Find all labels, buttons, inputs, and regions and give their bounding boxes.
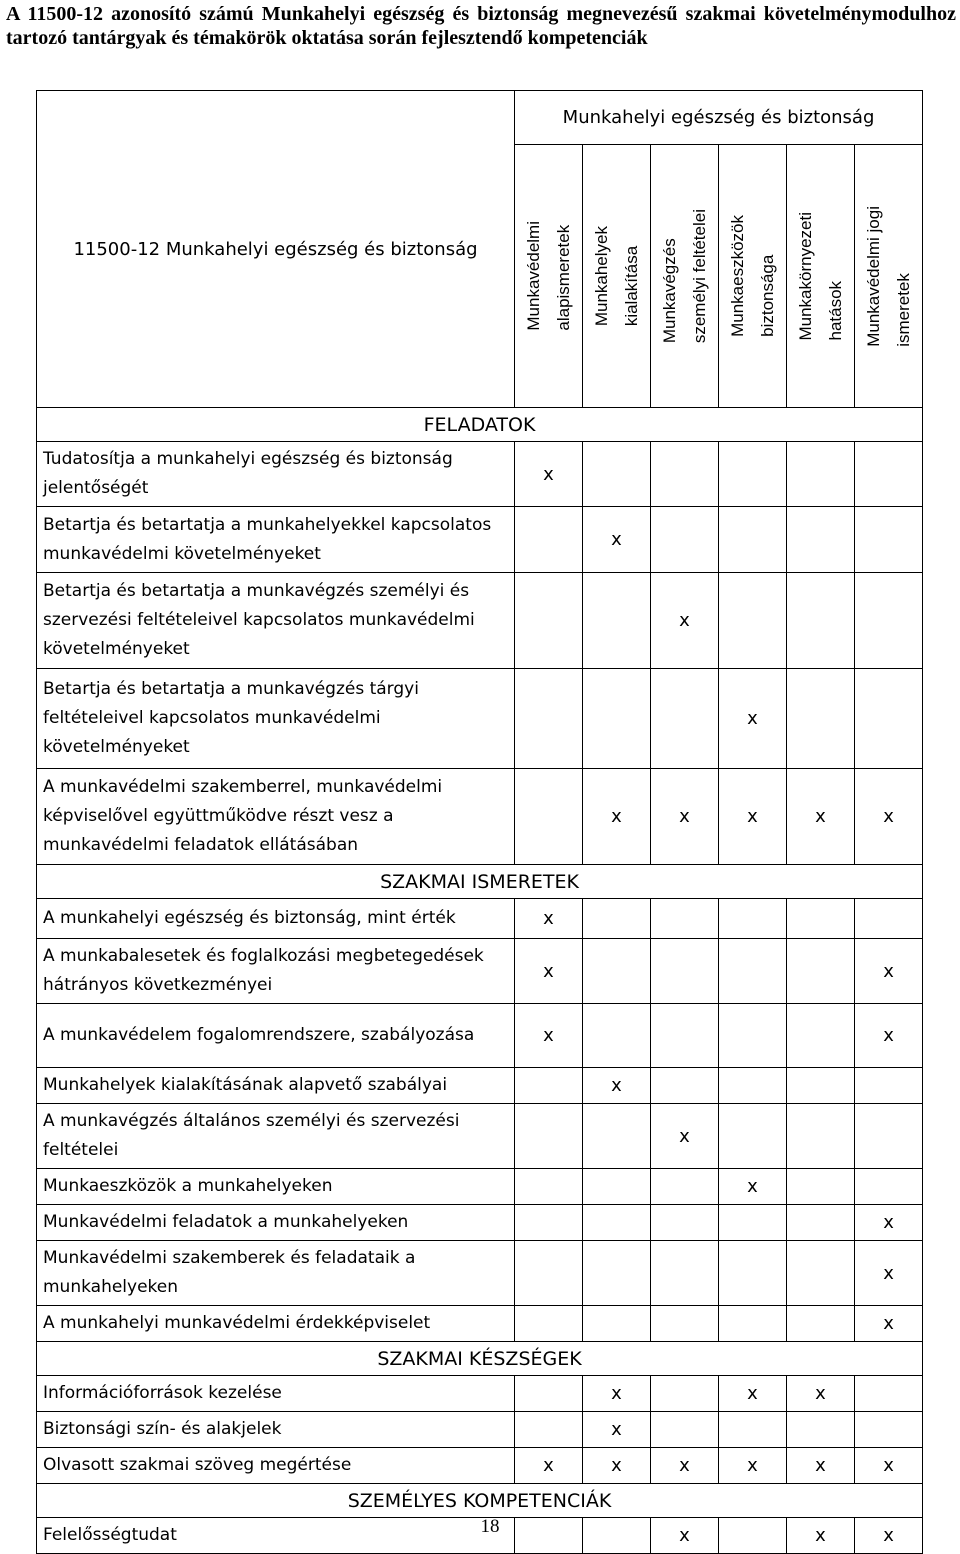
row-label: Olvasott szakmai szöveg megértése [37, 1448, 515, 1484]
section-header-row [37, 408, 923, 442]
mark-cell [651, 1205, 719, 1241]
table-row [37, 1068, 923, 1104]
mark-cell [719, 1518, 787, 1554]
row-label: A munkavégzés általános személyi és szervezési feltételei [37, 1104, 515, 1169]
column-header-label: Munkaeszközök biztonsága [727, 215, 777, 337]
mark-cell [515, 573, 583, 669]
mark-cell [515, 1518, 583, 1554]
table-row [37, 1241, 923, 1306]
mark-cell: x [651, 769, 719, 865]
table-row [37, 442, 923, 507]
mark-cell [719, 442, 787, 507]
mark-cell: x [651, 573, 719, 669]
row-label: A munkahelyi egészség és biztonság, mint érték [37, 899, 515, 939]
column-header-label: Munkavégzés személyi feltételei [659, 208, 709, 344]
mark-cell [719, 1068, 787, 1104]
table-row [37, 899, 923, 939]
mark-cell [719, 1306, 787, 1342]
mark-cell: x [583, 507, 651, 573]
mark-cell [583, 573, 651, 669]
mark-cell [515, 1205, 583, 1241]
table-row [37, 1004, 923, 1068]
mark-cell [515, 507, 583, 573]
row-label: Betartja és betartatja a munkavégzés személyi és szervezési feltételeivel kapcsolatos munkavédelmi követelményeket [37, 573, 515, 669]
mark-cell [583, 939, 651, 1004]
mark-cell [583, 1306, 651, 1342]
column-header-label: Munkavédelmi alapismeretek [523, 221, 573, 331]
mark-cell [787, 1169, 855, 1205]
mark-cell [651, 1169, 719, 1205]
mark-cell [583, 1004, 651, 1068]
mark-cell [651, 507, 719, 573]
table-row [37, 507, 923, 573]
section-title: FELADATOK [37, 408, 923, 442]
mark-cell: x [855, 1241, 923, 1306]
column-header-label: Munkakörnyezeti hatások [795, 211, 845, 341]
mark-cell [515, 1068, 583, 1104]
mark-cell [651, 1376, 719, 1412]
mark-cell: x [719, 1376, 787, 1412]
section-title: SZAKMAI ISMERETEK [37, 865, 923, 899]
super-header [515, 91, 923, 145]
table-row [37, 1169, 923, 1205]
mark-cell [787, 1241, 855, 1306]
mark-cell: x [515, 1004, 583, 1068]
document-heading: A 11500-12 azonosító számú Munkahelyi egészség és biztonság megnevezésű szakmai követelménymodulhoz tartozó tantárgyak és témakörök oktatása során fejlesztendő kompetenciák [6, 3, 956, 49]
mark-cell: x [583, 1376, 651, 1412]
section-title: SZEMÉLYES KOMPETENCIÁK [37, 1484, 923, 1518]
mark-cell: x [787, 1518, 855, 1554]
mark-cell [855, 669, 923, 769]
row-label: Betartja és betartatja a munkahelyekkel kapcsolatos munkavédelmi követelményeket [37, 507, 515, 573]
mark-cell [855, 442, 923, 507]
mark-cell [583, 1518, 651, 1554]
mark-cell [651, 1068, 719, 1104]
competency-matrix [36, 90, 923, 1554]
mark-cell [515, 1376, 583, 1412]
row-label: Információforrások kezelése [37, 1376, 515, 1412]
row-label: Felelősségtudat [37, 1518, 515, 1554]
module-label-cell [37, 91, 515, 408]
mark-cell [515, 1169, 583, 1205]
mark-cell [515, 1412, 583, 1448]
mark-cell [719, 573, 787, 669]
table-row [37, 769, 923, 865]
mark-cell [583, 1241, 651, 1306]
super-header-label: Munkahelyi egészség és biztonság [562, 107, 875, 128]
mark-cell [651, 1004, 719, 1068]
mark-cell: x [651, 1518, 719, 1554]
mark-cell [719, 1004, 787, 1068]
table-row [37, 1376, 923, 1412]
mark-cell [787, 1412, 855, 1448]
mark-cell: x [855, 1205, 923, 1241]
section-header-row [37, 865, 923, 899]
mark-cell [719, 1241, 787, 1306]
section-header-row [37, 1484, 923, 1518]
column-header [583, 145, 651, 408]
mark-cell [583, 442, 651, 507]
mark-cell [651, 899, 719, 939]
row-label: A munkabalesetek és foglalkozási megbetegedések hátrányos következményei [37, 939, 515, 1004]
table-row [37, 1205, 923, 1241]
mark-cell [583, 1104, 651, 1169]
mark-cell [855, 1169, 923, 1205]
mark-cell [515, 1306, 583, 1342]
mark-cell [651, 1412, 719, 1448]
mark-cell: x [719, 769, 787, 865]
mark-cell [787, 939, 855, 1004]
column-header [855, 145, 923, 408]
mark-cell: x [787, 769, 855, 865]
table-row [37, 1306, 923, 1342]
row-label: Biztonsági szín- és alakjelek [37, 1412, 515, 1448]
mark-cell [855, 1412, 923, 1448]
mark-cell [855, 899, 923, 939]
row-label: A munkavédelmi szakemberrel, munkavédelmi képviselővel együttműködve részt vesz a munkavédelmi feladatok ellátásában [37, 769, 515, 865]
table-row [37, 669, 923, 769]
table-row [37, 939, 923, 1004]
mark-cell [651, 442, 719, 507]
mark-cell: x [583, 1448, 651, 1484]
mark-cell: x [855, 769, 923, 865]
mark-cell [651, 1241, 719, 1306]
mark-cell [583, 1169, 651, 1205]
mark-cell: x [651, 1104, 719, 1169]
row-label: Munkavédelmi szakemberek és feladataik a munkahelyeken [37, 1241, 515, 1306]
mark-cell: x [719, 1448, 787, 1484]
mark-cell [583, 669, 651, 769]
mark-cell [855, 1376, 923, 1412]
section-title: SZAKMAI KÉSZSÉGEK [37, 1342, 923, 1376]
mark-cell [719, 939, 787, 1004]
mark-cell: x [583, 1412, 651, 1448]
column-header [515, 145, 583, 408]
mark-cell [651, 1306, 719, 1342]
mark-cell: x [515, 939, 583, 1004]
mark-cell: x [855, 1448, 923, 1484]
mark-cell [855, 1068, 923, 1104]
mark-cell [855, 507, 923, 573]
column-header [787, 145, 855, 408]
mark-cell [651, 939, 719, 1004]
mark-cell [787, 1004, 855, 1068]
mark-cell: x [855, 1306, 923, 1342]
row-label: A munkavédelem fogalomrendszere, szabályozása [37, 1004, 515, 1068]
mark-cell [855, 1104, 923, 1169]
mark-cell: x [651, 1448, 719, 1484]
row-label: Tudatosítja a munkahelyi egészség és biztonság jelentőségét [37, 442, 515, 507]
column-header-label: Munkahelyek kialakítása [591, 225, 641, 327]
mark-cell [719, 1205, 787, 1241]
mark-cell: x [515, 1448, 583, 1484]
mark-cell [787, 442, 855, 507]
mark-cell: x [855, 1518, 923, 1554]
mark-cell: x [719, 1169, 787, 1205]
mark-cell [787, 1205, 855, 1241]
mark-cell: x [583, 769, 651, 865]
row-label: A munkahelyi munkavédelmi érdekképviselet [37, 1306, 515, 1342]
mark-cell: x [719, 669, 787, 769]
table-row [37, 1104, 923, 1169]
mark-cell [719, 507, 787, 573]
mark-cell [515, 1241, 583, 1306]
mark-cell [719, 1104, 787, 1169]
row-label: Betartja és betartatja a munkavégzés tárgyi feltételeivel kapcsolatos munkavédelmi követelményeket [37, 669, 515, 769]
mark-cell: x [583, 1068, 651, 1104]
mark-cell [787, 507, 855, 573]
row-label: Munkahelyek kialakításának alapvető szabályai [37, 1068, 515, 1104]
table-row [37, 1448, 923, 1484]
mark-cell [515, 1104, 583, 1169]
mark-cell [583, 1205, 651, 1241]
mark-cell [787, 899, 855, 939]
row-label: Munkaeszközök a munkahelyeken [37, 1169, 515, 1205]
table-row [37, 1412, 923, 1448]
mark-cell [719, 1412, 787, 1448]
mark-cell: x [515, 442, 583, 507]
mark-cell [787, 669, 855, 769]
section-header-row [37, 1342, 923, 1376]
column-header-label: Munkavédelmi jogi ismeretek [863, 205, 913, 347]
module-label: 11500-12 Munkahelyi egészség és biztonság [73, 238, 478, 260]
mark-cell [583, 899, 651, 939]
mark-cell [515, 769, 583, 865]
mark-cell [515, 669, 583, 769]
mark-cell [787, 573, 855, 669]
mark-cell [787, 1306, 855, 1342]
mark-cell: x [855, 1004, 923, 1068]
mark-cell [787, 1068, 855, 1104]
page-number: 18 [480, 1516, 500, 1537]
mark-cell: x [787, 1376, 855, 1412]
table-row [37, 573, 923, 669]
row-label: Munkavédelmi feladatok a munkahelyeken [37, 1205, 515, 1241]
mark-cell: x [855, 939, 923, 1004]
mark-cell: x [515, 899, 583, 939]
mark-cell [651, 669, 719, 769]
column-header [719, 145, 787, 408]
mark-cell [855, 573, 923, 669]
mark-cell [719, 899, 787, 939]
mark-cell [787, 1104, 855, 1169]
column-header [651, 145, 719, 408]
mark-cell: x [787, 1448, 855, 1484]
